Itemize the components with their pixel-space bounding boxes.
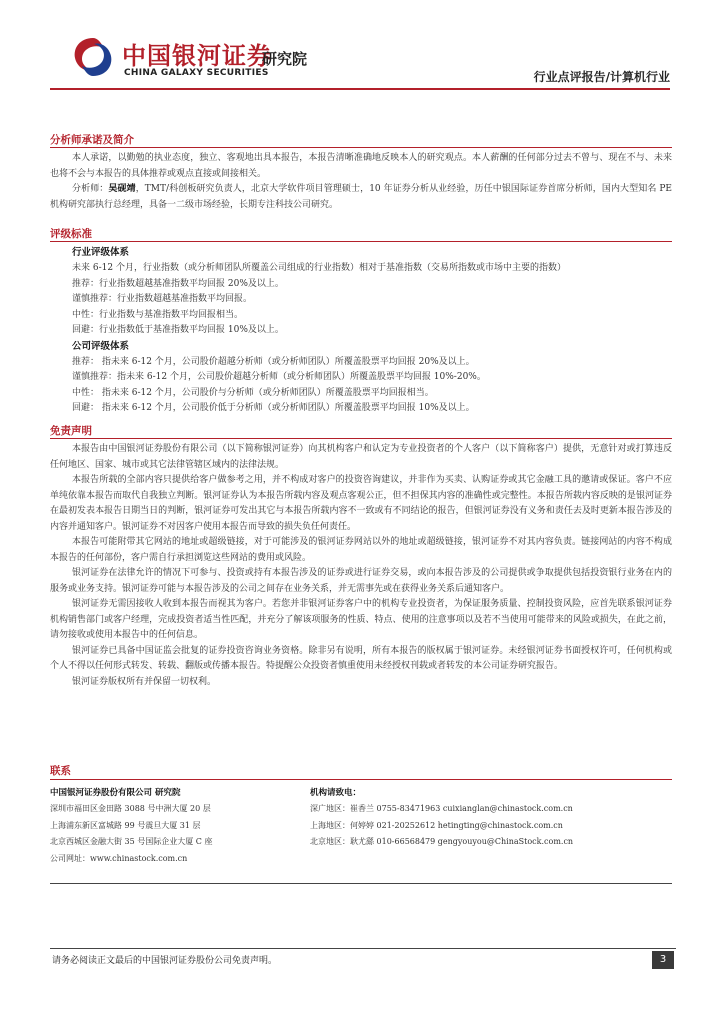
section-divider xyxy=(50,147,672,148)
analyst-bio xyxy=(50,182,672,213)
sales-contact-head: 机构请致电： xyxy=(310,788,362,798)
logo-institute: 研究院 xyxy=(262,50,308,68)
analyst-commitment: 本人承诺，以勤勉的执业态度，独立、客观地出具本报告，本报告清晰准确地反映本人的研究观点。本人薪酬的任何部分过去不曾与、现在不与、未来也将不会与本报告的具体推荐或观点直接或间接相关。 xyxy=(50,153,672,179)
footer-divider xyxy=(50,948,676,949)
industry-rating-line: 中性：行业指数与基准指数平均回报相当。 xyxy=(72,309,244,320)
logo-english-name: CHINA GALAXY SECURITIES xyxy=(124,68,269,78)
industry-rating-line: 未来 6-12 个月，行业指数（或分析师团队所覆盖公司组成的行业指数）相对于基准指数（交易所指数或市场中主要的指数） xyxy=(72,263,566,273)
company-rating-title: 公司评级体系 xyxy=(72,340,130,352)
industry-rating-line: 回避：行业指数低于基准指数平均回报 10%及以上。 xyxy=(72,325,284,335)
address-line: 北京西城区金融大街 35 号国际企业大厦 C 座 xyxy=(50,837,213,846)
footer-disclaimer-note: 请务必阅读正文最后的中国银河证券股份公司免责声明。 xyxy=(52,956,278,966)
analyst-title: 分析师承诺及简介 xyxy=(50,134,134,146)
company-rating-line: 推荐： 指未来 6-12 个月，公司股价超越分析师（或分析师团队）所覆盖股票平均回报 20%及以上。 xyxy=(72,356,475,367)
disclaimer-section xyxy=(50,424,672,690)
disclaimer-paragraph: 银河证券无需因接收人收到本报告而视其为客户。若您并非银河证券客户中的机构专业投资者，为保证服务质量、控制投资风险，应首先联系银河证券机构销售部门或客户经理，完成投资者适当性匹配，并充分了解该项服务的性质、特点、使用的注意事项以及若不当使用可能带来的风险或损失，在此之前，请勿接收或使用本报告中的任何信息。 xyxy=(50,599,672,640)
company-rating-line: 中性： 指未来 6-12 个月，公司股价与分析师（或分析师团队）所覆盖股票平均回报相当。 xyxy=(72,387,434,398)
section-divider xyxy=(50,779,672,780)
disclaimer-paragraph: 银河证券在法律允许的情况下可参与、投资或持有本报告涉及的证券或进行证券交易，或向本报告涉及的公司提供或争取提供包括投资银行业务在内的服务或业务支持。银河证券可能与本报告涉及的公司之间存在业务关系，并无需事先或在获得业务关系后通知客户。 xyxy=(50,568,672,594)
disclaimer-paragraph: 本报告所载的全部内容只提供给客户做参考之用，并不构成对客户的投资咨询建议，并非作为买卖、认购证券或其它金融工具的邀请或保证。客户不应单纯依靠本报告而取代自我独立判断。银河证券认为本报告所载内容及观点客观公正，但不担保其内容的准确性或完整性。本报告所载内容反映的是银河证券在最初发表本报告日期当日的判断，银河证券可发出其它与本报告所载内容不一致或有不同结论的报告，但银河证券没有义务和责任去及时更新本报告涉及的内容并通知客户。银河证券不对因客户使用本报告而导致的损失负任何责任。 xyxy=(50,475,672,532)
analyst-bio-text: ，TMT/科创板研究负责人，北京大学软件项目管理硕士，10 年证券分析从业经验，历任中银国际证券首席分析师，国内大型知名 PE 机构研究部执行总经理，具备一二级市场经验，长期专注科技公司研究。 xyxy=(50,184,672,210)
company-logo xyxy=(70,34,340,84)
sales-contact-line: 深广地区：崔香兰 0755-83471963 cuixianglan@chinastock.com.cn xyxy=(310,804,573,813)
address-line: 深圳市福田区金田路 3088 号中洲大厦 20 层 xyxy=(50,804,211,813)
industry-rating-line: 谨慎推荐：行业指数超越基准指数平均回报。 xyxy=(72,294,253,304)
company-name: 中国银河证券股份有限公司 研究院 xyxy=(50,788,181,798)
industry-rating-line: 推荐：行业指数超越基准指数平均回报 20%及以上。 xyxy=(72,278,284,289)
disclaimer-paragraph: 银河证券已具备中国证监会批复的证券投资咨询业务资格。除非另有说明，所有本报告的版权属于银河证券。未经银河证券书面授权许可，任何机构或个人不得以任何形式转发、转载、翻版或传播本报告。特提醒公众投资者慎重使用未经授权刊载或者转发的本公司证券研究报告。 xyxy=(50,645,672,671)
galaxy-logo-icon xyxy=(70,34,116,80)
analyst-section xyxy=(50,133,672,213)
company-address-block xyxy=(50,785,300,867)
section-divider xyxy=(50,438,672,439)
rating-title: 评级标准 xyxy=(50,228,92,240)
disclaimer-paragraph: 本报告由中国银河证券股份有限公司（以下简称银河证券）向其机构客户和认定为专业投资者的个人客户（以下简称客户）提供，无意针对或打算违反任何地区、国家、城市或其它法律管辖区域内的法律法规。 xyxy=(50,444,672,470)
logo-chinese-name: 中国银河证券 xyxy=(122,42,272,70)
page-header xyxy=(0,0,724,92)
page-number: 3 xyxy=(652,951,674,969)
analyst-label: 分析师： xyxy=(72,184,109,194)
disclaimer-paragraph: 银河证券版权所有并保留一切权利。 xyxy=(72,676,217,687)
industry-rating-title: 行业评级体系 xyxy=(72,247,130,258)
rating-section xyxy=(50,227,672,417)
sales-contact-block xyxy=(310,785,672,851)
disclaimer-title: 免责声明 xyxy=(50,425,92,437)
disclaimer-paragraph: 本报告可能附带其它网站的地址或超级链接，对于可能涉及的银河证券网站以外的地址或超级链接，银河证券不对其内容负责。链接网站的内容不构成本报告的任何部份，客户需自行承担浏览这些网站的费用或风险。 xyxy=(50,537,672,563)
company-rating-line: 回避： 指未来 6-12 个月，公司股价低于分析师（或分析师团队）所覆盖股票平均回报 10%及以上。 xyxy=(72,403,475,413)
section-divider xyxy=(50,241,672,242)
report-type: 行业点评报告/计算机行业 xyxy=(533,70,670,84)
company-rating-line: 谨慎推荐：指未来 6-12 个月，公司股价超越分析师（或分析师团队）所覆盖股票平均回报 10%-20%。 xyxy=(72,372,486,382)
address-line: 上海浦东新区富城路 99 号震旦大厦 31 层 xyxy=(50,820,201,830)
sales-contact-line: 上海地区：何婷婷 021-20252612 hetingting@chinastock.com.cn xyxy=(310,820,563,830)
contact-bottom-divider xyxy=(50,883,672,884)
sales-contact-line: 北京地区：耿尤繇 010-66568479 gengyouyou@ChinaStock.com.cn xyxy=(310,837,574,846)
contact-title: 联系 xyxy=(50,765,71,777)
company-website: 公司网址：www.chinastock.com.cn xyxy=(50,853,188,863)
analyst-name: 吴砚靖 xyxy=(108,184,136,194)
header-divider xyxy=(50,88,670,90)
